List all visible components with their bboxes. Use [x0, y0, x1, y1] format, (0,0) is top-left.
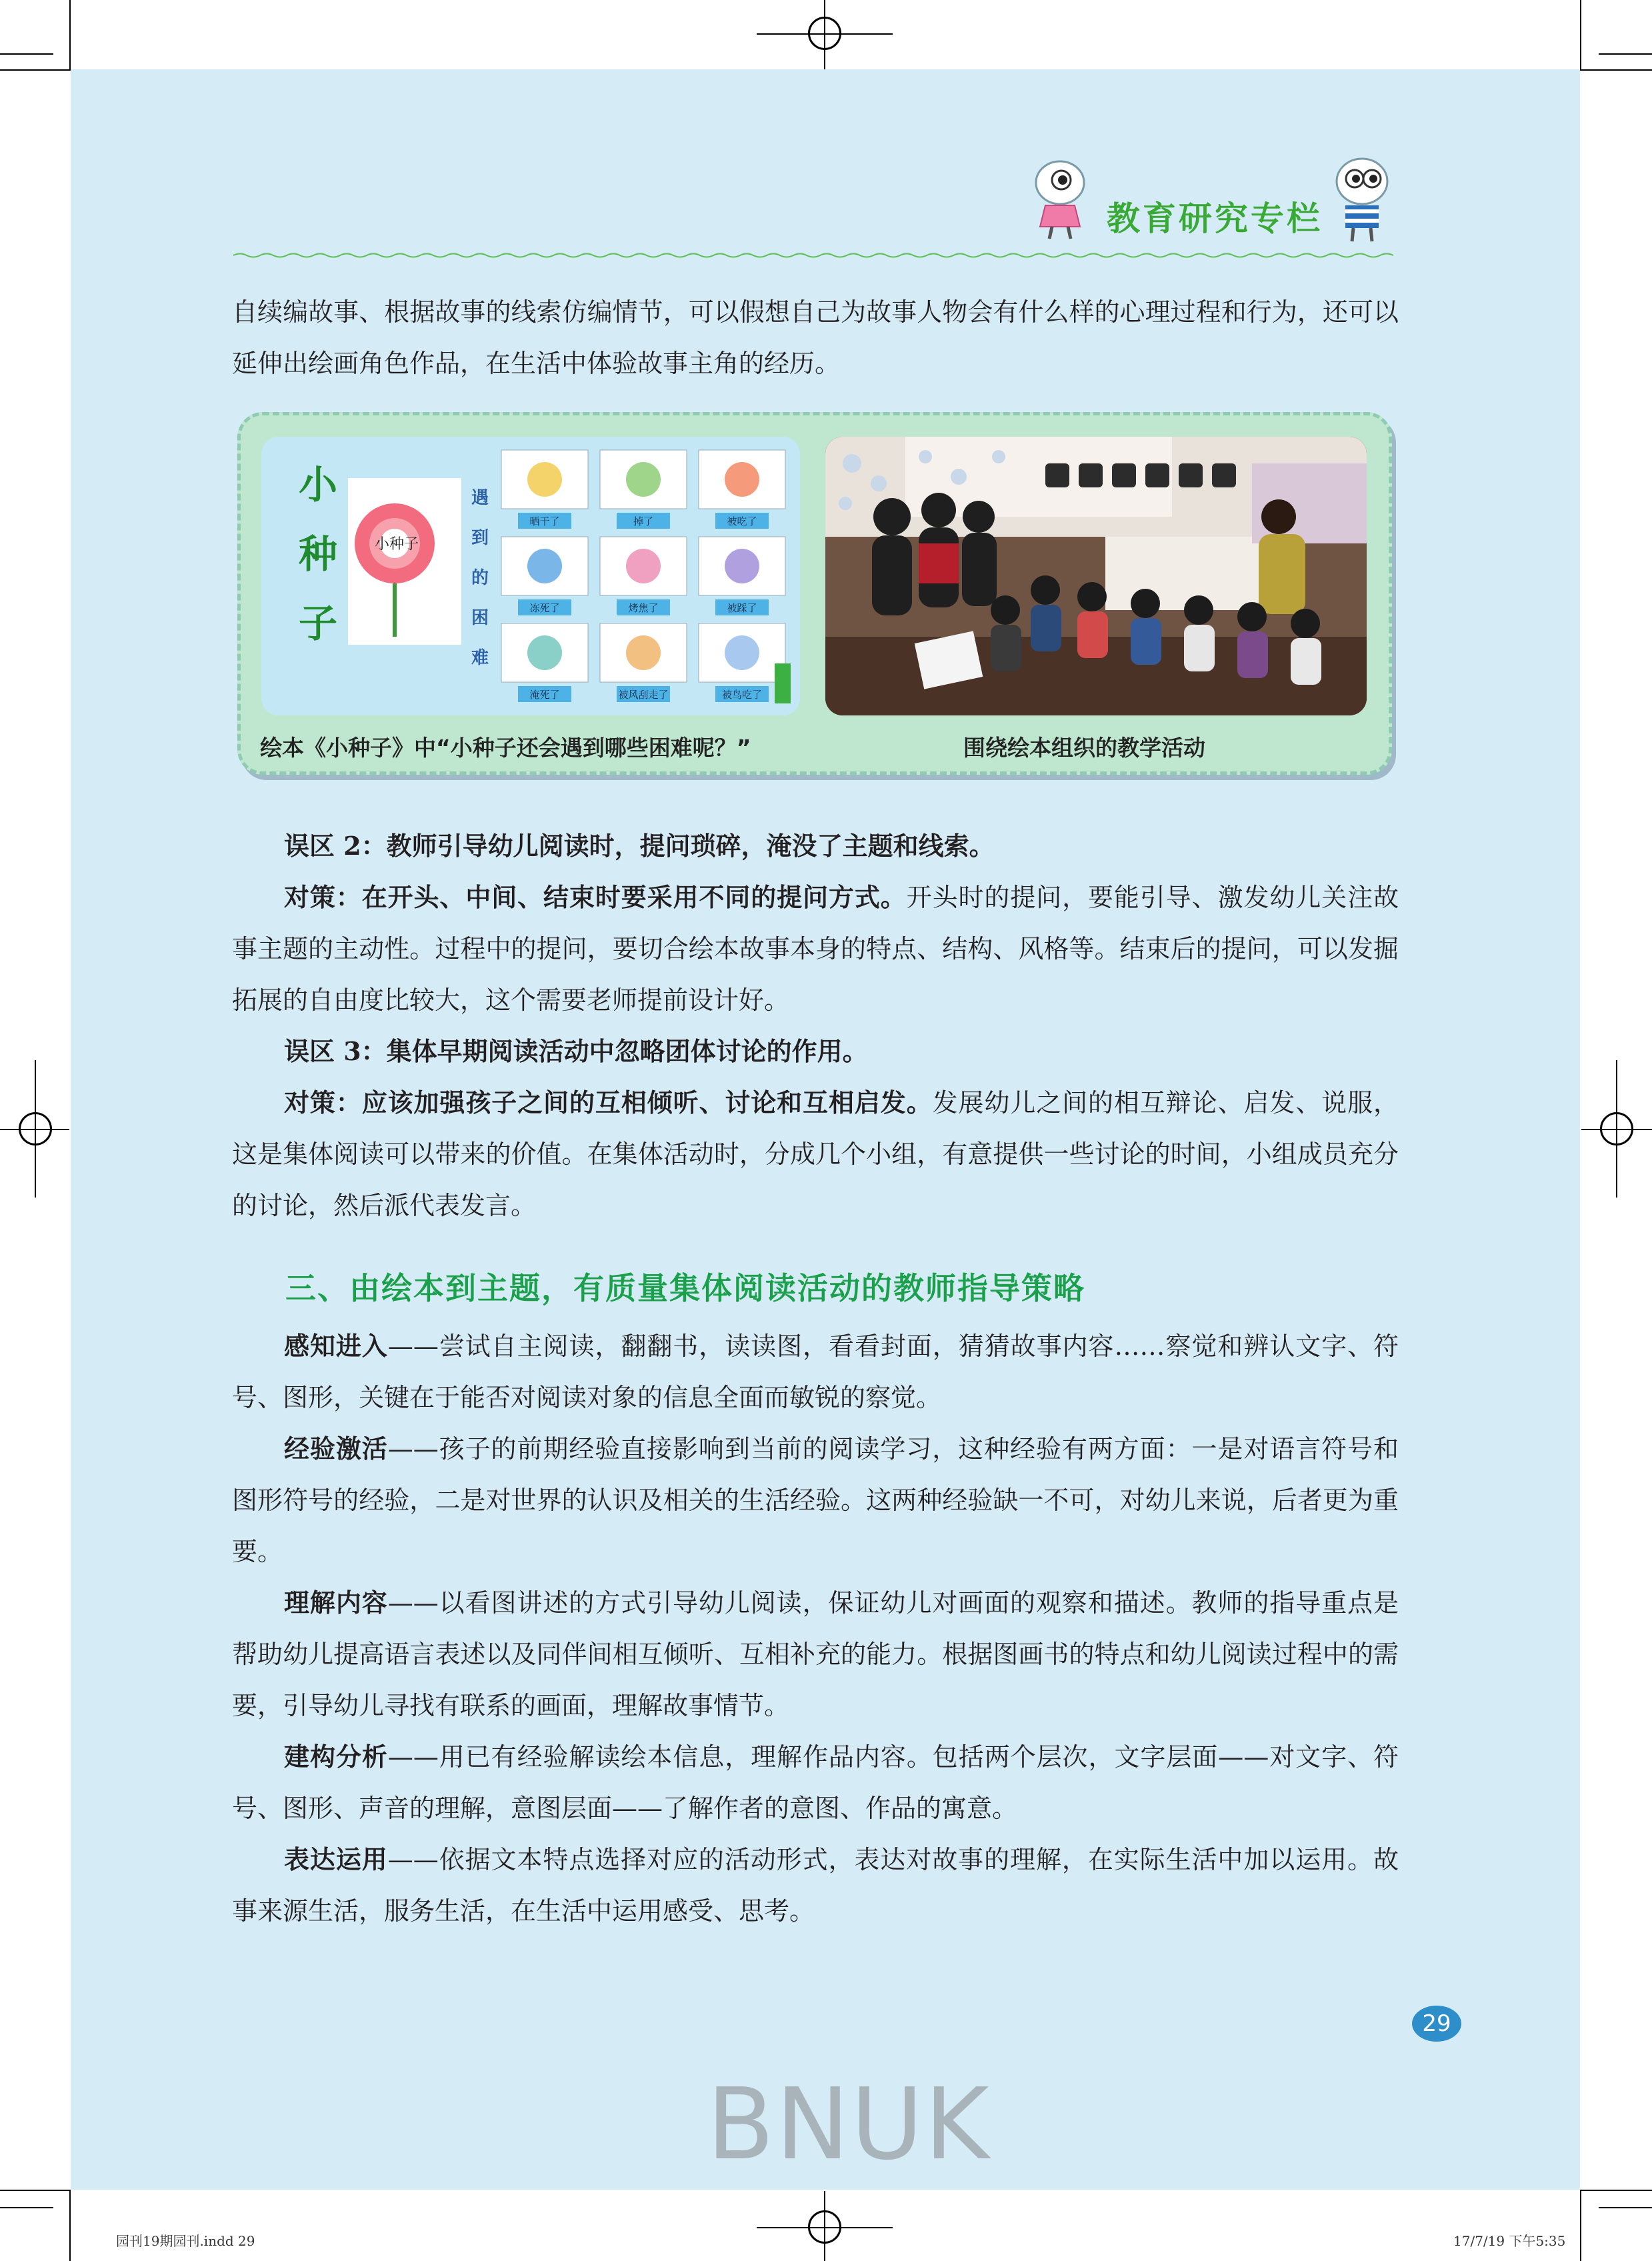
registration-line [824, 0, 825, 69]
mistake-2 [232, 820, 1399, 872]
section-3-heading: 三、由绘本到主题，有质量集体阅读活动的教师指导策略 [285, 1270, 1085, 1306]
paragraph-continuation: 自续编故事、根据故事的线索仿编情节，可以假想自己为故事人物会有什么样的心理过程和行为，还可以延伸出绘画角色作品，在生活中体验故事主角的经历。 [232, 297, 1399, 378]
page-number: 29 [1412, 2006, 1461, 2042]
poster-book-title: 小种子 [375, 536, 419, 553]
crop-mark [0, 2207, 53, 2208]
poster-question-char: 到 [471, 528, 489, 548]
poster-title-char: 子 [299, 601, 338, 646]
strategy-2 [232, 871, 1399, 1026]
drawing-card-label: 晒干了 [529, 515, 560, 527]
crop-mark [1599, 2207, 1652, 2208]
strategy-item [232, 1320, 1399, 1424]
crop-mark [69, 0, 71, 69]
drawing-card-label: 烤焦了 [628, 602, 659, 614]
crop-mark [1580, 69, 1652, 71]
photo-teaching-activity [825, 437, 1367, 715]
drawing-card-label: 被鸟吃了 [721, 689, 763, 701]
crop-mark [0, 53, 53, 55]
crop-mark [69, 2190, 71, 2261]
poster-question-char: 遇 [471, 488, 489, 508]
photo-picture-book-poster [261, 437, 800, 715]
drawing-card-label: 被吃了 [727, 515, 757, 527]
poster-question-char: 难 [471, 648, 489, 668]
crop-mark [1580, 0, 1581, 69]
column-title: 教育研究专栏 [1107, 199, 1323, 238]
strategy-item-term: 表达运用 [284, 1844, 388, 1874]
crop-mark [0, 2190, 71, 2191]
crop-mark [1599, 53, 1652, 55]
poster-title-char: 小 [299, 462, 338, 507]
print-slug-left: 园刊19期园刊.indd 29 [116, 2233, 255, 2249]
drawing-card-label: 掉了 [633, 515, 654, 527]
registration-line [824, 2191, 825, 2261]
mistake-3 [232, 1025, 1399, 1077]
strategy-item-text: ——依据文本特点选择对应的活动形式，表达对故事的理解，在实际生活中加以运用。故事来源生活，服务生活，在生活中运用感受、思考。 [232, 1845, 1399, 1926]
mistake-2-label: 误区 2： [284, 831, 387, 861]
poster-question-char: 困 [471, 608, 489, 628]
mistake-3-text: 集体早期阅读活动中忽略团体讨论的作用。 [386, 1036, 868, 1066]
strategy-item-term: 感知进入 [284, 1331, 388, 1361]
drawing-card-label: 被踩了 [727, 602, 757, 614]
crop-mark [1580, 2190, 1652, 2191]
registration-line [35, 1060, 36, 1198]
poster-question-char: 的 [471, 568, 489, 588]
print-slug-right: 17/7/19 下午5:35 [1453, 2233, 1566, 2249]
strategy-item [232, 1731, 1399, 1834]
strategy-item [232, 1577, 1399, 1732]
strategy-2-bold: 在开头、中间、结束时要采用不同的提问方式。 [361, 882, 907, 912]
drawing-card-label: 被风刮走了 [618, 689, 669, 701]
strategy-item-term: 经验激活 [284, 1434, 388, 1464]
crop-mark [1580, 2190, 1581, 2261]
mascot-boy-icon [1325, 152, 1399, 245]
mistake-3-label: 误区 3： [284, 1036, 387, 1066]
strategy-3-bold: 应该加强孩子之间的互相倾听、讨论和互相启发。 [361, 1087, 933, 1117]
strategy-item-text: ——用已有经验解读绘本信息，理解作品内容。包括两个层次，文字层面——对文字、符号、图形、声音的理解，意图层面——了解作者的意图、作品的寓意。 [232, 1742, 1399, 1823]
caption-right: 围绕绘本组织的教学活动 [963, 735, 1205, 761]
strategy-3 [232, 1077, 1399, 1232]
poster-title-char: 种 [299, 531, 338, 577]
strategy-item [232, 1834, 1399, 1937]
drawing-card-label: 冻死了 [529, 602, 560, 614]
strategy-item-term: 理解内容 [284, 1588, 388, 1618]
strategy-2-text: 开头时的提问，要能引导、激发幼儿关注故事主题的主动性。过程中的提问，要切合绘本故事本身的特点、结构、风格等。结束后的提问，可以发掘拓展的自由度比较大，这个需要老师提前设计好。 [232, 883, 1399, 1015]
strategy-2-label: 对策： [284, 882, 362, 912]
strategy-item-text: ——以看图讲述的方式引导幼儿阅读，保证幼儿对画面的观察和描述。教师的指导重点是帮助幼儿提高语言表述以及同伴间相互倾听、互相补充的能力。根据图画书的特点和幼儿阅读过程中的需要，引导幼儿寻找有联系的画面，理解故事情节。 [232, 1588, 1399, 1720]
registration-line [1616, 1060, 1617, 1198]
watermark-logo: BNUK [707, 2067, 991, 2182]
strategy-3-label: 对策： [284, 1087, 362, 1117]
strategy-item-text: ——孩子的前期经验直接影响到当前的阅读学习，这种经验有两方面：一是对语言符号和图形符号的经验，二是对世界的认识及相关的生活经验。这两种经验缺一不可，对幼儿来说，后者更为重要。 [232, 1434, 1399, 1566]
strategy-3-text: 发展幼儿之间的相互辩论、启发、说服，这是集体阅读可以带来的价值。在集体活动时，分成几个小组，有意提供一些讨论的时间，小组成员充分的讨论，然后派代表发言。 [232, 1088, 1399, 1220]
strategy-item-term: 建构分析 [284, 1742, 388, 1772]
header-divider [233, 252, 1400, 259]
strategy-item-text: ——尝试自主阅读，翻翻书，读读图，看看封面，猜猜故事内容……察觉和辨认文字、符号、图形，关键在于能否对阅读对象的信息全面而敏锐的察觉。 [232, 1332, 1399, 1412]
mistake-2-text: 教师引导幼儿阅读时，提问琐碎，淹没了主题和线索。 [386, 831, 995, 861]
crop-mark [0, 69, 71, 71]
flower-drawing [355, 503, 435, 583]
drawing-card-grid [501, 450, 785, 702]
poster-illustration [261, 437, 800, 715]
drawing-card-label: 淹死了 [529, 689, 560, 701]
mascot-girl-icon [1027, 155, 1093, 241]
classroom-scene [825, 437, 1367, 715]
caption-left: 绘本《小种子》中“小种子还会遇到哪些困难呢？” [260, 735, 751, 761]
strategy-item [232, 1423, 1399, 1578]
